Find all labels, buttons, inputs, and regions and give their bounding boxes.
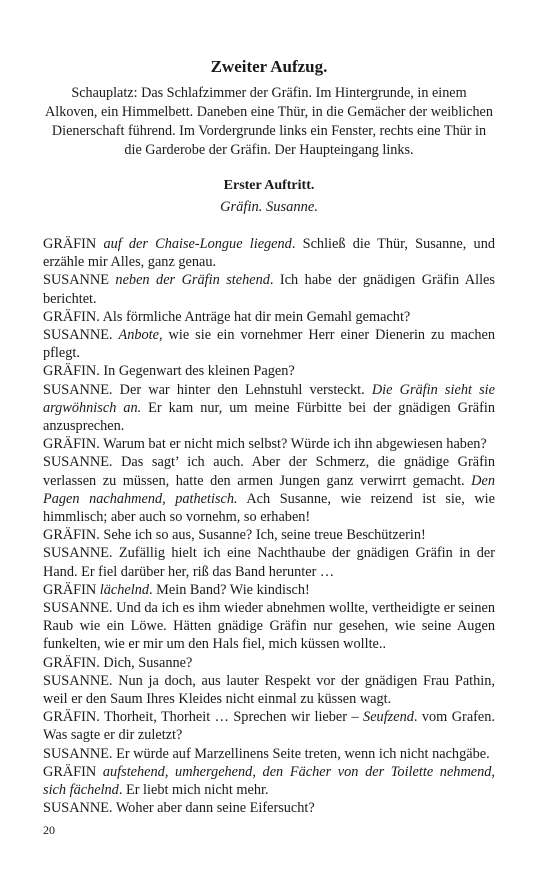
line-text: SUSANNE: [43, 272, 116, 289]
line-text: GRÄFIN. Warum bat er nicht mich selbst? Würde ich ihn abgewiesen haben?: [43, 436, 487, 453]
stage-direction: Die Gräfin sieht sie argwöhnisch an.: [43, 381, 495, 416]
dialogue-line: [43, 544, 495, 580]
line-text: GRÄFIN. Dich, Susanne?: [43, 654, 193, 671]
dialogue-line: [43, 362, 495, 380]
dialogue-line: [43, 308, 495, 326]
page-number: 20: [43, 823, 55, 837]
dialogue-line: [43, 763, 495, 799]
line-text: SUSANNE. Zufällig hielt ich eine Nachthaube der gnädigen Gräfin in der Hand. Er fiel darüber her, riß das Band herunter …: [43, 545, 495, 580]
act-title: Zweiter Aufzug.: [210, 57, 328, 76]
line-text: Er kam nur, um meine Fürbitte bei der gnädigen Gräfin anzusprechen.: [43, 399, 495, 435]
stage-direction: lächelnd: [99, 581, 150, 598]
page-content: [43, 56, 495, 818]
dialogue-line: [43, 672, 495, 708]
stage-direction: Anbote,: [118, 327, 163, 344]
stage-direction: Seufzend: [363, 709, 414, 726]
dialogue-line: [43, 453, 495, 526]
dialogue-line: [43, 599, 495, 654]
line-text: GRÄFIN: [43, 763, 103, 780]
dialogue-line: [43, 708, 495, 744]
stage-direction: auf der Chaise-Longue liegend: [103, 236, 292, 252]
line-text: GRÄFIN: [43, 236, 104, 252]
dialogue-line: [43, 799, 495, 817]
line-text: GRÄFIN. Sehe ich so aus, Susanne? Ich, seine treue Beschützerin!: [43, 527, 426, 544]
line-text: SUSANNE. Woher aber dann seine Eifersucht?: [43, 800, 315, 817]
line-text: SUSANNE. Das sagt’ ich auch. Aber der Schmerz, die gnädige Gräfin verlassen zu müssen, hatte den armen Jungen ganz verwirrt gemacht.: [43, 454, 495, 489]
line-text: SUSANNE. Und da ich es ihm wieder abnehmen wollte, vertheidigte er seinen Raub wie ein Löwe. Hätten gnädige Gräfin nur gesehen, wie seine Augen funkelten, wie er mir um den Hals fiel, mich küssen wollte..: [43, 600, 495, 653]
dialogue-line: [43, 326, 495, 362]
line-text: SUSANNE. Nun ja doch, aus lauter Respekt vor der gnädigen Frau Pathin, weil er den Saum Ihres Kleides nicht einmal zu küssen wagt.: [43, 672, 495, 708]
line-text: . Schließ die Thür, Susanne, und erzähle mir Alles, ganz genau.: [43, 236, 496, 271]
line-text: SUSANNE. Der war hinter den Lehnstuhl versteckt.: [43, 381, 372, 398]
line-text: . Ich habe der gnädigen Gräfin Alles berichtet.: [43, 272, 495, 307]
dialogue-line: [43, 654, 495, 672]
dialogue: [43, 235, 495, 818]
scene-title: Erster Auftritt.: [223, 178, 315, 193]
dialogue-line: [43, 271, 495, 307]
line-text: . vom Grafen. Was sagte er dir zuletzt?: [43, 709, 495, 744]
cast-list: Gräfin. Susanne.: [220, 199, 318, 215]
line-text: . Er liebt mich nicht mehr.: [118, 782, 269, 799]
line-text: SUSANNE.: [43, 327, 119, 344]
line-text: wie sie ein vornehmer Herr einer Dienerin zu machen pflegt.: [43, 327, 495, 362]
line-text: GRÄFIN: [43, 581, 100, 598]
dialogue-line: [43, 381, 495, 436]
dialogue-line: [43, 526, 495, 544]
line-text: Ach Susanne, wie reizend ist sie, wie himmlisch; aber auch so vornehm, so erhaben!: [43, 490, 495, 526]
stage-direction: neben der Gräfin stehend: [115, 272, 270, 289]
stage-direction: Den Pagen nachahmend, pathetisch.: [43, 472, 495, 507]
line-text: . Mein Band? Wie kindisch!: [149, 581, 310, 598]
dialogue-line: [43, 435, 495, 453]
dialogue-line: [43, 745, 495, 763]
line-text: GRÄFIN. Als förmliche Anträge hat dir mein Gemahl gemacht?: [43, 308, 411, 325]
line-text: GRÄFIN. Thorheit, Thorheit … Sprechen wir lieber –: [43, 709, 364, 726]
dialogue-line: [43, 235, 495, 271]
setting-description: Schauplatz: Das Schlafzimmer der Gräfin. Im Hintergrunde, in einem Alkoven, ein Himmelbett. Daneben eine Thür, in die Gemächer der weiblichen Dienerschaft führend. Im Vordergrunde links ein Fenster, rechts eine Thür in die Garderobe der Gräfin. Der Haupteingang links.: [45, 85, 493, 158]
line-text: GRÄFIN. In Gegenwart des kleinen Pagen?: [43, 363, 295, 380]
stage-direction: aufstehend, umhergehend, den Fächer von der Toilette nehmend, sich fächelnd: [43, 763, 495, 799]
dialogue-line: [43, 581, 495, 599]
line-text: SUSANNE. Er würde auf Marzellinens Seite treten, wenn ich nicht nachgäbe.: [43, 745, 490, 762]
